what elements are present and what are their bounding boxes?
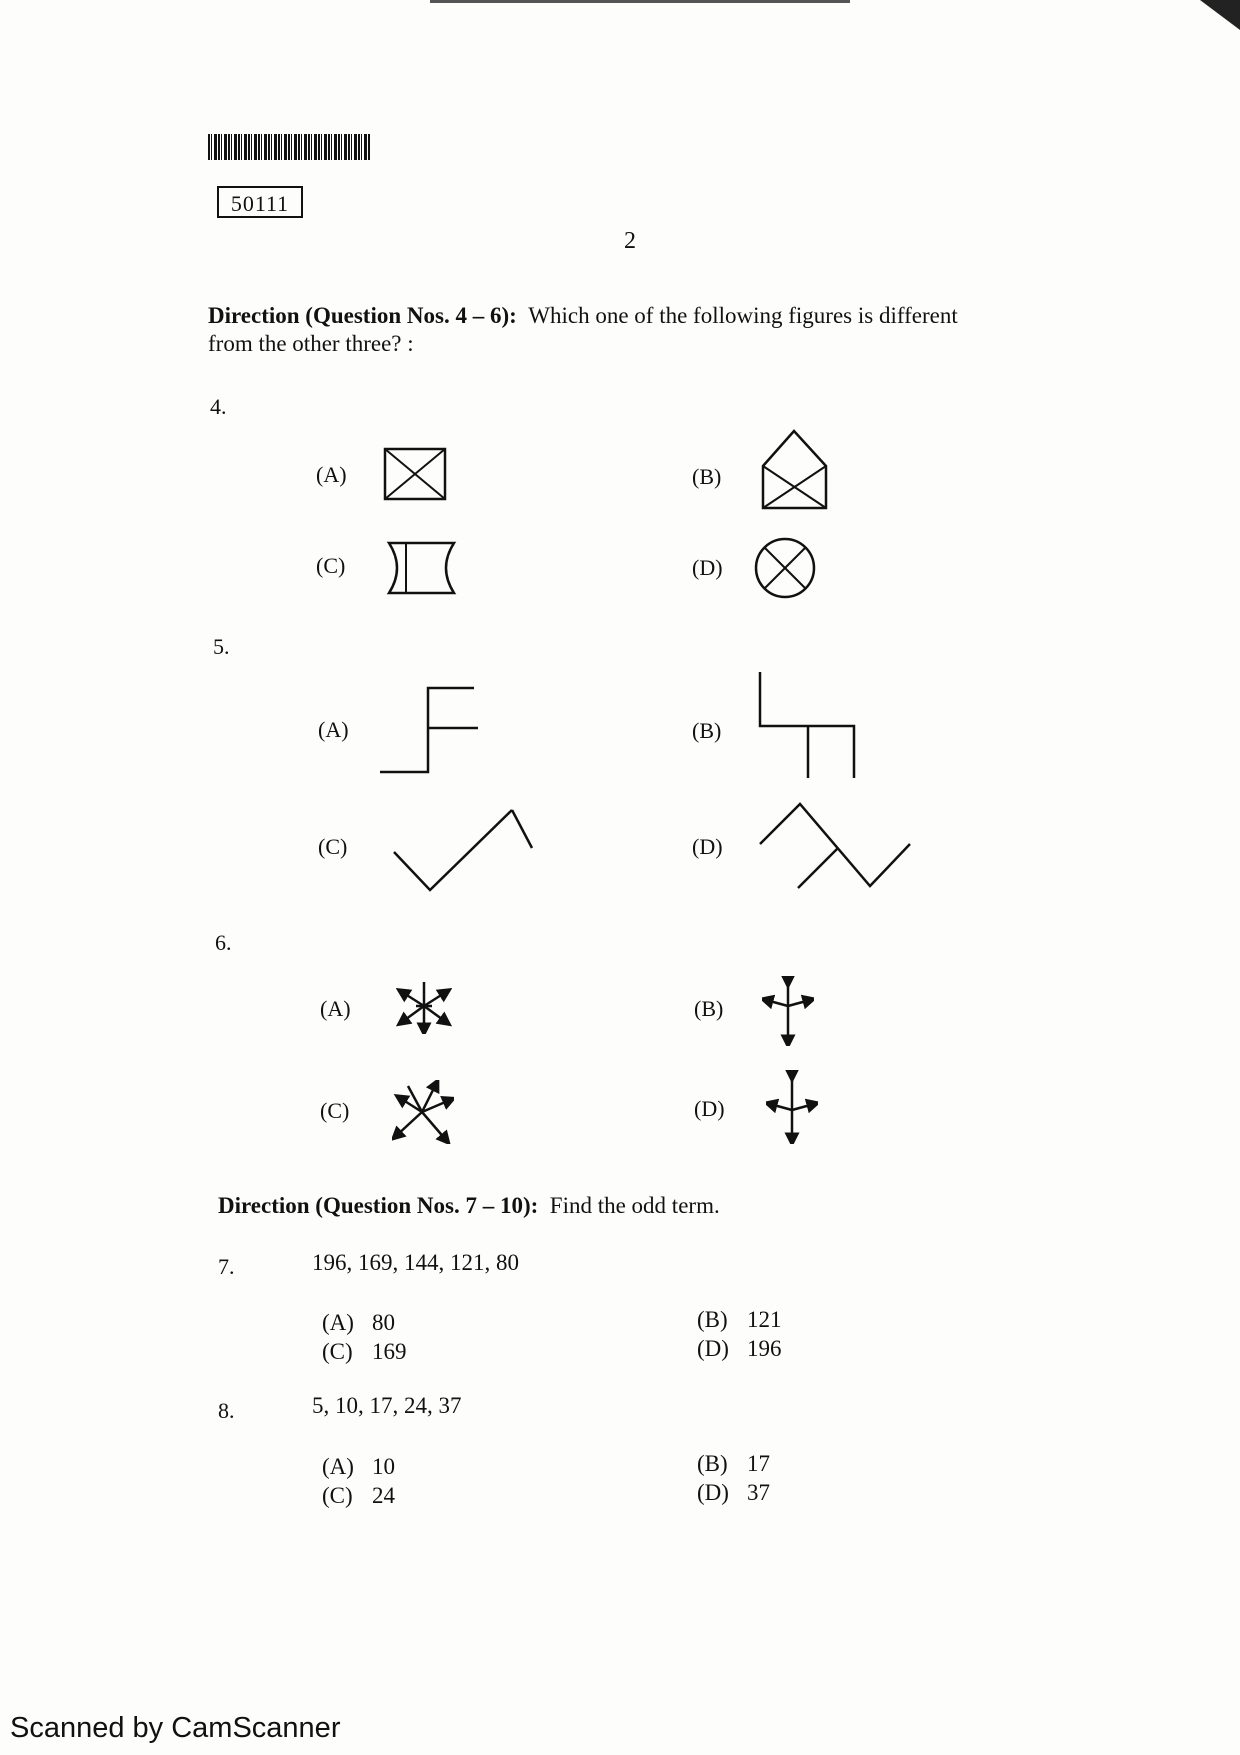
option-label: (B) (692, 464, 722, 489)
option-label: (C) (318, 834, 348, 859)
option-label: (C) (320, 1098, 350, 1123)
answer-option (322, 1452, 395, 1482)
figure-q5-a (380, 684, 482, 776)
figure-q5-c (392, 806, 534, 892)
question-number: 8. (218, 1398, 235, 1423)
answer-label: (A) (322, 1310, 354, 1335)
question-number: 6. (215, 930, 232, 955)
number-sequence: 196, 169, 144, 121, 80 (312, 1250, 519, 1275)
answer-label: (A) (322, 1454, 354, 1479)
figure-q5-b (756, 670, 860, 780)
direction-text-cont: from the other three? : (208, 331, 414, 356)
option-label: (C) (316, 553, 346, 578)
barcode-image (208, 134, 370, 160)
answer-option (697, 1478, 770, 1508)
answer-label: (C) (322, 1339, 353, 1364)
direction-block-1 (208, 302, 1088, 358)
direction-label: Direction (Question Nos. 4 – 6): (208, 303, 517, 328)
option-label: (A) (318, 717, 349, 742)
question-number: 7. (218, 1254, 235, 1279)
answer-option (322, 1481, 395, 1511)
figure-q4-a (383, 447, 449, 503)
figure-q5-d (758, 800, 912, 892)
answer-value: 169 (372, 1339, 407, 1364)
option-label: (A) (316, 462, 347, 487)
direction-text: Find the odd term. (549, 1193, 720, 1218)
answer-option (697, 1305, 782, 1335)
figure-q6-c (392, 1080, 454, 1144)
figure-q6-d (766, 1070, 818, 1144)
answer-value: 10 (372, 1454, 395, 1479)
option-label: (A) (320, 996, 351, 1021)
question-number: 5. (213, 634, 230, 659)
direction-block-2 (218, 1192, 1018, 1220)
answer-value: 121 (747, 1307, 782, 1332)
answer-label: (C) (322, 1483, 353, 1508)
answer-value: 196 (747, 1336, 782, 1361)
option-label: (D) (694, 1096, 725, 1121)
scan-edge-line (430, 0, 850, 3)
answer-value: 24 (372, 1483, 395, 1508)
answer-value: 17 (747, 1451, 770, 1476)
figure-q4-d (752, 535, 818, 601)
direction-text: Which one of the following figures is different (528, 303, 958, 328)
figure-q6-b (762, 976, 814, 1046)
option-label: (B) (694, 996, 724, 1021)
answer-option (697, 1334, 782, 1364)
question-number: 4. (210, 394, 227, 419)
answer-label: (D) (697, 1336, 729, 1361)
answer-label: (D) (697, 1480, 729, 1505)
option-label: (D) (692, 834, 723, 859)
figure-q4-b (760, 428, 830, 512)
direction-label: Direction (Question Nos. 7 – 10): (218, 1193, 539, 1218)
answer-option (322, 1337, 407, 1367)
answer-value: 37 (747, 1480, 770, 1505)
option-label: (D) (692, 555, 723, 580)
answer-option (697, 1449, 770, 1479)
scanner-watermark: Scanned by CamScanner (10, 1712, 341, 1744)
option-label: (B) (692, 718, 722, 743)
answer-label: (B) (697, 1451, 728, 1476)
answer-value: 80 (372, 1310, 395, 1335)
answer-option (322, 1308, 395, 1338)
number-sequence: 5, 10, 17, 24, 37 (312, 1393, 462, 1418)
answer-label: (B) (697, 1307, 728, 1332)
page-number: 2 (624, 228, 636, 254)
figure-q6-a (396, 978, 452, 1034)
folded-corner-mark (1180, 0, 1240, 40)
figure-q4-c (386, 540, 458, 596)
paper-code-box: 50111 (217, 186, 303, 218)
